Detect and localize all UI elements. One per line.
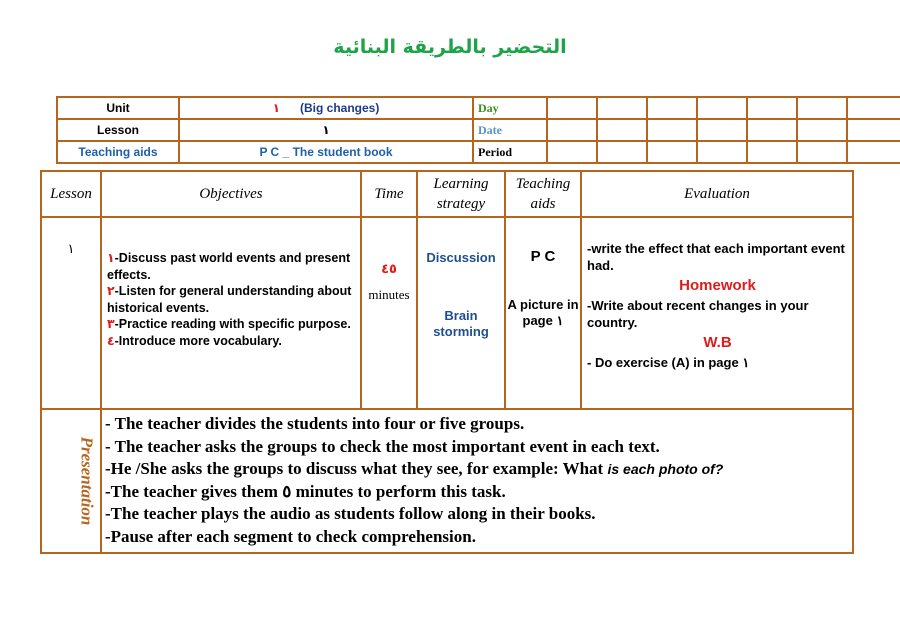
aids-extra: A picture in page ١ <box>507 297 579 328</box>
homework-heading: Homework <box>679 277 756 294</box>
objective-number: ٢ <box>107 283 115 298</box>
col-aids <box>505 171 581 217</box>
col-strategy-line2: strategy <box>436 196 486 212</box>
presentation-line: -The teacher plays the audio as students follow along in their books. <box>105 504 596 523</box>
objective-number: ٤ <box>107 332 115 348</box>
objectives-cell <box>101 217 361 409</box>
lesson-plan-table <box>40 170 854 554</box>
day-cell[interactable] <box>797 97 847 119</box>
objective-text: -Listen for general understanding about historical events. <box>107 284 352 315</box>
date-cell[interactable] <box>547 119 597 141</box>
presentation-line: - The teacher asks the groups to check the most important event in each text. <box>105 436 660 456</box>
unit-number: ١ <box>272 101 280 115</box>
objective-item <box>107 333 356 350</box>
strategy-brainstorming: Brain storming <box>433 308 489 339</box>
date-cell[interactable] <box>797 119 847 141</box>
col-evaluation: Evaluation <box>581 171 853 217</box>
lesson-label: Lesson <box>57 119 179 141</box>
unit-value <box>179 97 473 119</box>
unit-name: (Big changes) <box>300 101 380 115</box>
aids-value: P C _ The student book <box>179 141 473 163</box>
presentation-line: - The teacher divides the students into four or five groups. <box>105 414 525 433</box>
unit-label: Unit <box>57 97 179 119</box>
day-label: Day <box>473 97 547 119</box>
day-cell[interactable] <box>547 97 597 119</box>
day-cell[interactable] <box>847 97 900 119</box>
presentation-row <box>41 409 853 553</box>
time-unit: minutes <box>368 287 410 302</box>
period-cell[interactable] <box>597 141 647 163</box>
date-cell[interactable] <box>647 119 697 141</box>
aids-cell <box>505 217 581 409</box>
lesson-number: ١ <box>41 217 101 409</box>
presentation-line: -Pause after each segment to check comprehension. <box>105 526 476 546</box>
wb-heading: W.B <box>703 334 732 351</box>
strategy-discussion: Discussion <box>426 250 496 265</box>
period-cell[interactable] <box>697 141 747 163</box>
objective-item <box>107 316 356 333</box>
aids-label: Teaching aids <box>57 141 179 163</box>
col-aids-line1: Teaching <box>515 176 571 192</box>
presentation-label-cell <box>41 409 101 553</box>
lesson-info-table <box>56 96 900 164</box>
date-cell[interactable] <box>747 119 797 141</box>
time-value: ٤٥ <box>381 262 397 277</box>
lesson-value: ١ <box>179 119 473 141</box>
date-label: Date <box>473 119 547 141</box>
presentation-line <box>105 458 848 481</box>
presentation-line: -The teacher gives them ٥ minutes to perform this task. <box>105 481 506 501</box>
page-title: التحضير بالطريقة البنائية <box>333 36 567 58</box>
wb-task: - Do exercise (A) in page ١ <box>587 355 750 370</box>
period-cell[interactable] <box>747 141 797 163</box>
evaluation-cell <box>581 217 853 409</box>
presentation-line-start: -He /She asks the groups to discuss what they see, for example: What <box>105 459 604 478</box>
day-cell[interactable] <box>647 97 697 119</box>
col-lesson: Lesson <box>41 171 101 217</box>
lesson-row <box>57 119 900 141</box>
date-cell[interactable] <box>697 119 747 141</box>
date-cell[interactable] <box>847 119 900 141</box>
period-cell[interactable] <box>547 141 597 163</box>
strategy-cell <box>417 217 505 409</box>
col-aids-line2: aids <box>530 196 556 212</box>
column-header-row <box>41 171 853 217</box>
objective-item <box>107 250 356 283</box>
objective-number: ٣ <box>107 316 115 331</box>
date-cell[interactable] <box>597 119 647 141</box>
objective-text: -Introduce more vocabulary. <box>114 333 282 348</box>
homework-task: -Write about recent changes in your country. <box>587 298 809 330</box>
col-time: Time <box>361 171 417 217</box>
col-strategy-line1: Learning <box>433 176 489 192</box>
objective-text: -Practice reading with specific purpose. <box>114 317 351 331</box>
period-label: Period <box>473 141 547 163</box>
objective-number: ١ <box>107 250 115 265</box>
presentation-label: Presentation <box>77 436 97 526</box>
time-cell <box>361 217 417 409</box>
objective-text: -Discuss past world events and present effects. <box>107 251 351 282</box>
day-cell[interactable] <box>597 97 647 119</box>
unit-row <box>57 97 900 119</box>
col-strategy <box>417 171 505 217</box>
day-cell[interactable] <box>697 97 747 119</box>
objective-item <box>107 283 356 316</box>
period-cell[interactable] <box>797 141 847 163</box>
presentation-text <box>101 409 853 553</box>
presentation-line-tail: is each photo of? <box>607 461 724 477</box>
period-cell[interactable] <box>647 141 697 163</box>
period-cell[interactable] <box>847 141 900 163</box>
col-objectives: Objectives <box>101 171 361 217</box>
aids-row <box>57 141 900 163</box>
lesson-content-row <box>41 217 853 409</box>
aids-main: P C <box>530 248 556 265</box>
evaluation-task: -write the effect that each important event had. <box>587 241 845 273</box>
day-cell[interactable] <box>747 97 797 119</box>
